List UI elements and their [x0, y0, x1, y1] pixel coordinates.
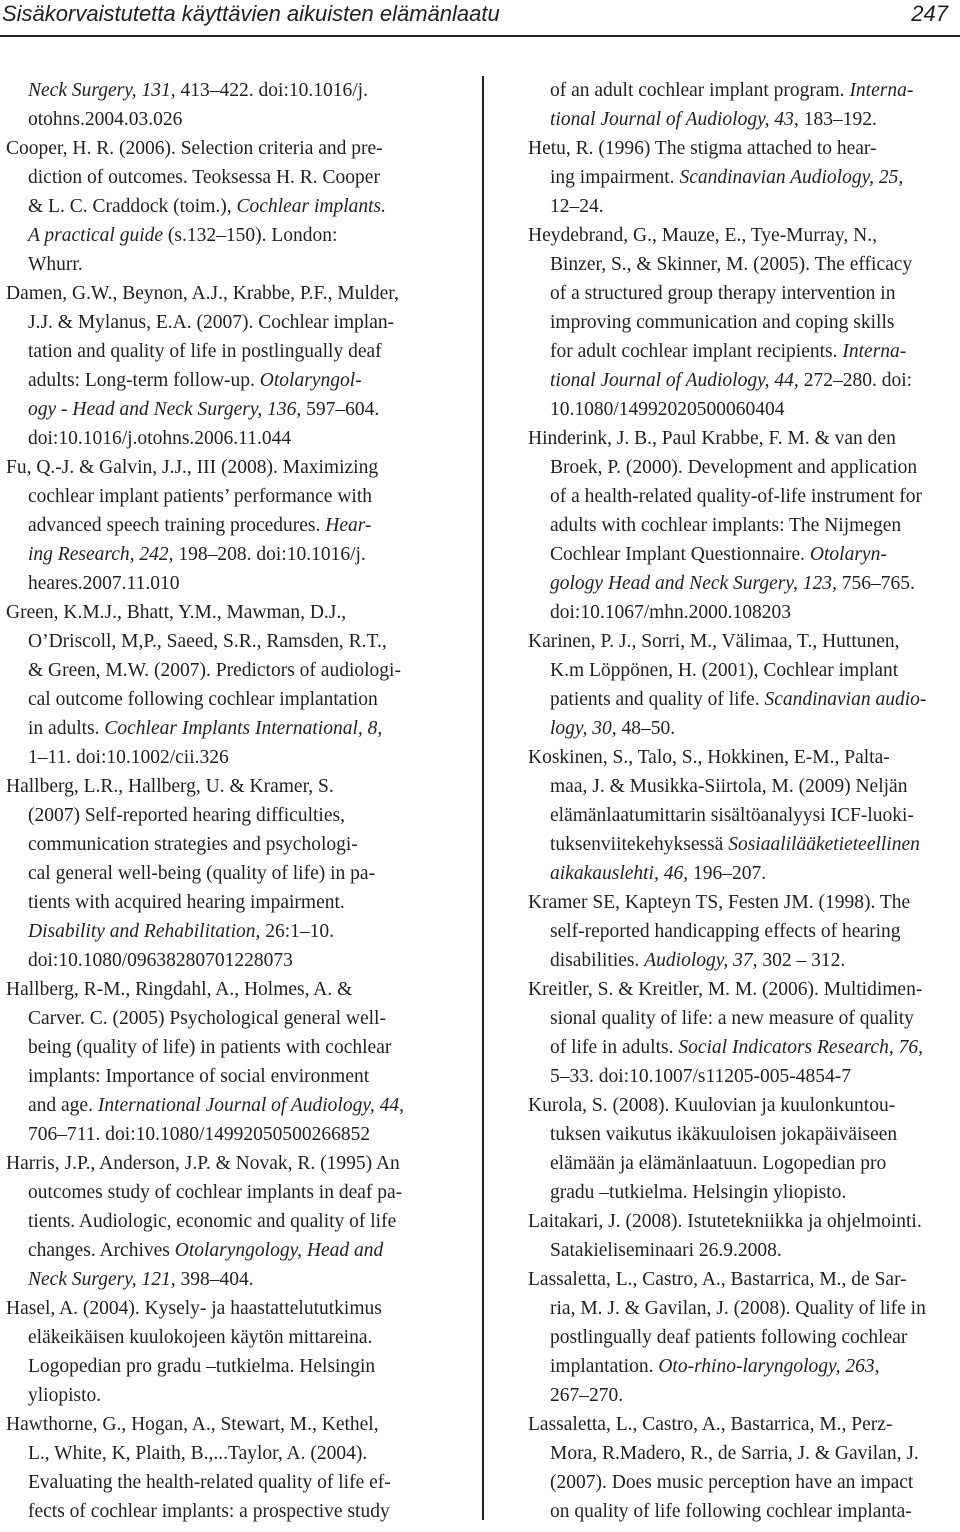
reference-line [528, 395, 960, 424]
reference-line [528, 1178, 960, 1207]
reference-line [6, 366, 438, 395]
text: O’Driscoll, M,P., Saeed, S.R., Ramsden, R.T., [28, 631, 387, 652]
italic-text: Hear- [325, 515, 372, 536]
italic-text: logy, 30, [550, 718, 617, 739]
text: yliopisto. [28, 1385, 102, 1406]
text: 183–192. [798, 109, 877, 130]
reference-column-left [6, 76, 438, 1526]
text: 302 – 312. [757, 950, 846, 971]
reference-line [528, 1352, 960, 1381]
reference-line [6, 946, 438, 975]
reference-line [6, 1439, 438, 1468]
text: Karinen, P. J., Sorri, M., Välimaa, T., Huttunen, [528, 631, 900, 652]
italic-text: Social Indicators Research, 76, [678, 1037, 923, 1058]
text: Lassaletta, L., Castro, A., Bastarrica, M., de Sar- [528, 1269, 907, 1290]
reference-line [528, 163, 960, 192]
reference-line [528, 917, 960, 946]
italic-text: tional Journal of Audiology, 43, [550, 109, 799, 130]
reference-line [528, 540, 960, 569]
reference-line [6, 337, 438, 366]
reference-line [528, 743, 960, 772]
reference-line [6, 685, 438, 714]
text: outcomes study of cochlear implants in deaf pa- [28, 1182, 403, 1203]
reference-line [528, 366, 960, 395]
text: on quality of life following cochlear implanta- [550, 1501, 912, 1522]
text: Cochlear Implant Questionnaire. [550, 544, 810, 565]
text: Hawthorne, G., Hogan, A., Stewart, M., Kethel, [6, 1414, 379, 1435]
italic-text: ogy - Head and Neck Surgery, 136, [28, 399, 302, 420]
italic-text: Cochlear Implants International, 8, [104, 718, 383, 739]
reference-line [528, 772, 960, 801]
text: (2007). Does music perception have an impact [550, 1472, 914, 1493]
running-header-title: Sisäkorvaistutetta käyttävien aikuisten elämänlaatu [2, 1, 500, 26]
reference-line [528, 975, 960, 1004]
text: of life in adults. [550, 1037, 679, 1058]
reference-line [528, 134, 960, 163]
reference-line [6, 772, 438, 801]
reference-line [6, 1236, 438, 1265]
text: Satakieliseminaari 26.9.2008. [550, 1240, 782, 1261]
text: Koskinen, S., Talo, S., Hokkinen, E-M., Palta- [528, 747, 890, 768]
text: Broek, P. (2000). Development and application [550, 457, 918, 478]
reference-line [6, 859, 438, 888]
text: Hetu, R. (1996) The stigma attached to hear- [528, 138, 877, 159]
text: Heydebrand, G., Mauze, E., Tye-Murray, N., [528, 225, 877, 246]
text: adults: Long-term follow-up. [28, 370, 260, 391]
text: (2007) Self-reported hearing difficulties, [28, 805, 345, 826]
reference-line [528, 1062, 960, 1091]
text: communication strategies and psychologi- [28, 834, 358, 855]
text: ing impairment. [550, 167, 680, 188]
text: Hallberg, L.R., Hallberg, U. & Kramer, S. [6, 776, 334, 797]
italic-text: Disability and Rehabilitation, [28, 921, 261, 942]
reference-line [6, 1265, 438, 1294]
text: cochlear implant patients’ performance with [28, 486, 372, 507]
text: postlingually deaf patients following cochlear [550, 1327, 908, 1348]
reference-line [6, 1033, 438, 1062]
reference-line [528, 250, 960, 279]
reference-line [528, 482, 960, 511]
text: doi:10.1080/09638280701228073 [28, 950, 293, 971]
reference-line [6, 1381, 438, 1410]
reference-line [528, 656, 960, 685]
text: cal outcome following cochlear implantation [28, 689, 378, 710]
text: Laitakari, J. (2008). Istutetekniikka ja ohjelmointi. [528, 1211, 922, 1232]
text: 10.1080/14992020500060404 [550, 399, 785, 420]
text: Damen, G.W., Beynon, A.J., Krabbe, P.F., Mulder, [6, 283, 399, 304]
reference-line [6, 1497, 438, 1526]
reference-line [6, 743, 438, 772]
reference-line [6, 221, 438, 250]
reference-line [6, 656, 438, 685]
text: Cooper, H. R. (2006). Selection criteria and pre- [6, 138, 383, 159]
reference-line [528, 1410, 960, 1439]
reference-line [528, 1004, 960, 1033]
italic-text: A practical guide [28, 225, 164, 246]
text: doi:10.1016/j.otohns.2006.11.044 [28, 428, 292, 449]
text: patients and quality of life. [550, 689, 765, 710]
reference-line [528, 1236, 960, 1265]
text: of a health-related quality-of-life instrument for [550, 486, 922, 507]
text: J.J. & Mylanus, E.A. (2007). Cochlear implan- [28, 312, 395, 333]
reference-line [6, 308, 438, 337]
reference-line [6, 424, 438, 453]
page-number: 247 [911, 1, 948, 26]
text: of an adult cochlear implant program. [550, 80, 850, 101]
text: of a structured group therapy intervention in [550, 283, 896, 304]
reference-line [528, 1033, 960, 1062]
text: maa, J. & Musikka-Siirtola, M. (2009) Neljän [550, 776, 908, 797]
reference-line [528, 1323, 960, 1352]
text: Hallberg, R-M., Ringdahl, A., Holmes, A. & [6, 979, 353, 1000]
reference-line [6, 830, 438, 859]
reference-line [528, 888, 960, 917]
reference-line [6, 105, 438, 134]
italic-text: Neck Surgery, 121, [28, 1269, 176, 1290]
reference-line [528, 1468, 960, 1497]
reference-line [528, 192, 960, 221]
text: 706–711. doi:10.1080/14992050500266852 [28, 1124, 371, 1145]
italic-text: Otolaryngology, Head and [174, 1240, 384, 1261]
text: 26:1–10. [260, 921, 335, 942]
reference-line [6, 1091, 438, 1120]
text: Whurr. [28, 254, 83, 275]
reference-line [6, 279, 438, 308]
italic-text: Interna- [849, 80, 914, 101]
reference-line [528, 1120, 960, 1149]
text: elämänlaatumittarin sisältöanalyysi ICF-luoki- [550, 805, 914, 826]
text: self-reported handicapping effects of hearing [550, 921, 901, 942]
reference-line [528, 1265, 960, 1294]
reference-line [6, 192, 438, 221]
reference-line [6, 1120, 438, 1149]
text: gradu –tutkielma. Helsingin yliopisto. [550, 1182, 847, 1203]
text: (s.132–150). London: [163, 225, 338, 246]
reference-line [528, 511, 960, 540]
italic-text: Sosiaalilääketieteellinen [728, 834, 920, 855]
reference-line [528, 598, 960, 627]
reference-line [6, 76, 438, 105]
text: otohns.2004.03.026 [28, 109, 183, 130]
reference-line [6, 250, 438, 279]
text: ria, M. J. & Gavilan, J. (2008). Quality of life in [550, 1298, 926, 1319]
header-rule [0, 35, 960, 37]
text: 413–422. doi:10.1016/j. [175, 80, 368, 101]
reference-line [6, 511, 438, 540]
reference-line [6, 888, 438, 917]
reference-line [528, 801, 960, 830]
text: Harris, J.P., Anderson, J.P. & Novak, R. (1995) An [6, 1153, 400, 1174]
italic-text: tional Journal of Audiology, 44, [550, 370, 799, 391]
text: 196–207. [688, 863, 767, 884]
italic-text: gology Head and Neck Surgery, 123, [550, 573, 837, 594]
reference-line [6, 540, 438, 569]
text: 398–404. [175, 1269, 254, 1290]
reference-line [6, 1294, 438, 1323]
text: adults with cochlear implants: The Nijmegen [550, 515, 902, 536]
text: sional quality of life: a new measure of quality [550, 1008, 914, 1029]
text: Mora, R.Madero, R., de Sarria, J. & Gavilan, J. [550, 1443, 919, 1464]
column-divider [482, 76, 484, 1520]
reference-line [6, 1323, 438, 1352]
text: implants: Importance of social environment [28, 1066, 370, 1087]
text: and age. [28, 1095, 98, 1116]
text: eläkeikäisen kuulokojeen käytön mittareina. [28, 1327, 373, 1348]
text: elämään ja elämänlaatuun. Logopedian pro [550, 1153, 887, 1174]
reference-line [528, 627, 960, 656]
text: 597–604. [301, 399, 380, 420]
italic-text: Scandinavian audio- [764, 689, 927, 710]
reference-line [528, 105, 960, 134]
text: tuksenviitekehyksessä [550, 834, 729, 855]
reference-line [6, 395, 438, 424]
reference-line [528, 830, 960, 859]
reference-line [6, 1410, 438, 1439]
italic-text: International Journal of Audiology, 44, [97, 1095, 405, 1116]
text: L., White, K, Plaith, B.,...Taylor, A. (2004). [28, 1443, 368, 1464]
reference-line [6, 1004, 438, 1033]
text: for adult cochlear implant recipients. [550, 341, 843, 362]
reference-line [528, 1497, 960, 1526]
reference-line [528, 1149, 960, 1178]
reference-line [528, 424, 960, 453]
text: & L. C. Craddock (toim.), [28, 196, 237, 217]
text: Kreitler, S. & Kreitler, M. M. (2006). Multidimen- [528, 979, 923, 1000]
reference-line [6, 1178, 438, 1207]
text: Evaluating the health-related quality of life ef- [28, 1472, 391, 1493]
reference-line [528, 76, 960, 105]
text: Green, K.M.J., Bhatt, Y.M., Mawman, D.J., [6, 602, 347, 623]
reference-column-right [528, 76, 960, 1526]
reference-line [528, 1091, 960, 1120]
reference-line [528, 1381, 960, 1410]
reference-line [6, 1352, 438, 1381]
reference-line [528, 946, 960, 975]
text: changes. Archives [28, 1240, 175, 1261]
reference-line [6, 1207, 438, 1236]
text: 198–208. doi:10.1016/j. [173, 544, 366, 565]
italic-text: Interna- [842, 341, 907, 362]
text: K.m Löppönen, H. (2001), Cochlear implant [550, 660, 899, 681]
reference-line [6, 569, 438, 598]
text: doi:10.1067/mhn.2000.108203 [550, 602, 792, 623]
reference-line [6, 482, 438, 511]
text: diction of outcomes. Teoksessa H. R. Cooper [28, 167, 380, 188]
text: tients with acquired hearing impairment. [28, 892, 345, 913]
reference-line [528, 569, 960, 598]
reference-line [6, 714, 438, 743]
reference-line [528, 685, 960, 714]
text: tation and quality of life in postlingually deaf [28, 341, 382, 362]
text: advanced speech training procedures. [28, 515, 326, 536]
reference-line [6, 598, 438, 627]
text: 756–765. [836, 573, 915, 594]
reference-line [6, 627, 438, 656]
italic-text: Oto-rhino-laryngology, 263, [658, 1356, 880, 1377]
text: fects of cochlear implants: a prospective study [28, 1501, 390, 1522]
italic-text: Otolaryn- [809, 544, 887, 565]
reference-line [6, 1468, 438, 1497]
reference-line [528, 859, 960, 888]
reference-line [528, 308, 960, 337]
reference-line [6, 801, 438, 830]
text: 267–270. [550, 1385, 624, 1406]
text: heares.2007.11.010 [28, 573, 180, 594]
italic-text: Neck Surgery, 131, [28, 80, 176, 101]
text: Lassaletta, L., Castro, A., Bastarrica, M., Perz- [528, 1414, 893, 1435]
reference-line [528, 1439, 960, 1468]
text: cal general well-being (quality of life) in pa- [28, 863, 376, 884]
text: Carver. C. (2005) Psychological general well- [28, 1008, 386, 1029]
reference-line [528, 221, 960, 250]
text: Fu, Q.-J. & Galvin, J.J., III (2008). Maximizing [6, 457, 379, 478]
reference-line [528, 453, 960, 482]
italic-text: Cochlear implants. [236, 196, 387, 217]
italic-text: Otolaryngol- [259, 370, 362, 391]
reference-line [528, 714, 960, 743]
text: Logopedian pro gradu –tutkielma. Helsingin [28, 1356, 376, 1377]
text: 12–24. [550, 196, 604, 217]
text: in adults. [28, 718, 105, 739]
reference-line [6, 163, 438, 192]
text: Hasel, A. (2004). Kysely- ja haastattelututkimus [6, 1298, 382, 1319]
text: improving communication and coping skills [550, 312, 895, 333]
italic-text: Audiology, 37, [644, 950, 758, 971]
text: disabilities. [550, 950, 645, 971]
reference-line [528, 337, 960, 366]
text: Binzer, S., & Skinner, M. (2005). The efficacy [550, 254, 913, 275]
text: & Green, M.W. (2007). Predictors of audiologi- [28, 660, 401, 681]
reference-line [528, 1294, 960, 1323]
italic-text: aikakauslehti, 46, [550, 863, 689, 884]
reference-line [6, 453, 438, 482]
text: tients. Audiologic, economic and quality of life [28, 1211, 397, 1232]
reference-line [528, 1207, 960, 1236]
text: 5–33. doi:10.1007/s11205-005-4854-7 [550, 1066, 851, 1087]
reference-line [6, 975, 438, 1004]
text: being (quality of life) in patients with cochlear [28, 1037, 392, 1058]
text: Kramer SE, Kapteyn TS, Festen JM. (1998). The [528, 892, 911, 913]
text: Kurola, S. (2008). Kuulovian ja kuulonkuntou- [528, 1095, 896, 1116]
text: 272–280. doi: [798, 370, 913, 391]
italic-text: ing Research, 242, [28, 544, 174, 565]
text: 1–11. doi:10.1002/cii.326 [28, 747, 229, 768]
reference-line [528, 279, 960, 308]
reference-line [6, 917, 438, 946]
text: implantation. [550, 1356, 659, 1377]
italic-text: Scandinavian Audiology, 25, [679, 167, 904, 188]
reference-line [6, 1062, 438, 1091]
text: 48–50. [616, 718, 676, 739]
reference-line [6, 134, 438, 163]
reference-line [6, 1149, 438, 1178]
text: tuksen vaikutus ikäkuuloisen jokapäiväiseen [550, 1124, 898, 1145]
text: Hinderink, J. B., Paul Krabbe, F. M. & van den [528, 428, 896, 449]
